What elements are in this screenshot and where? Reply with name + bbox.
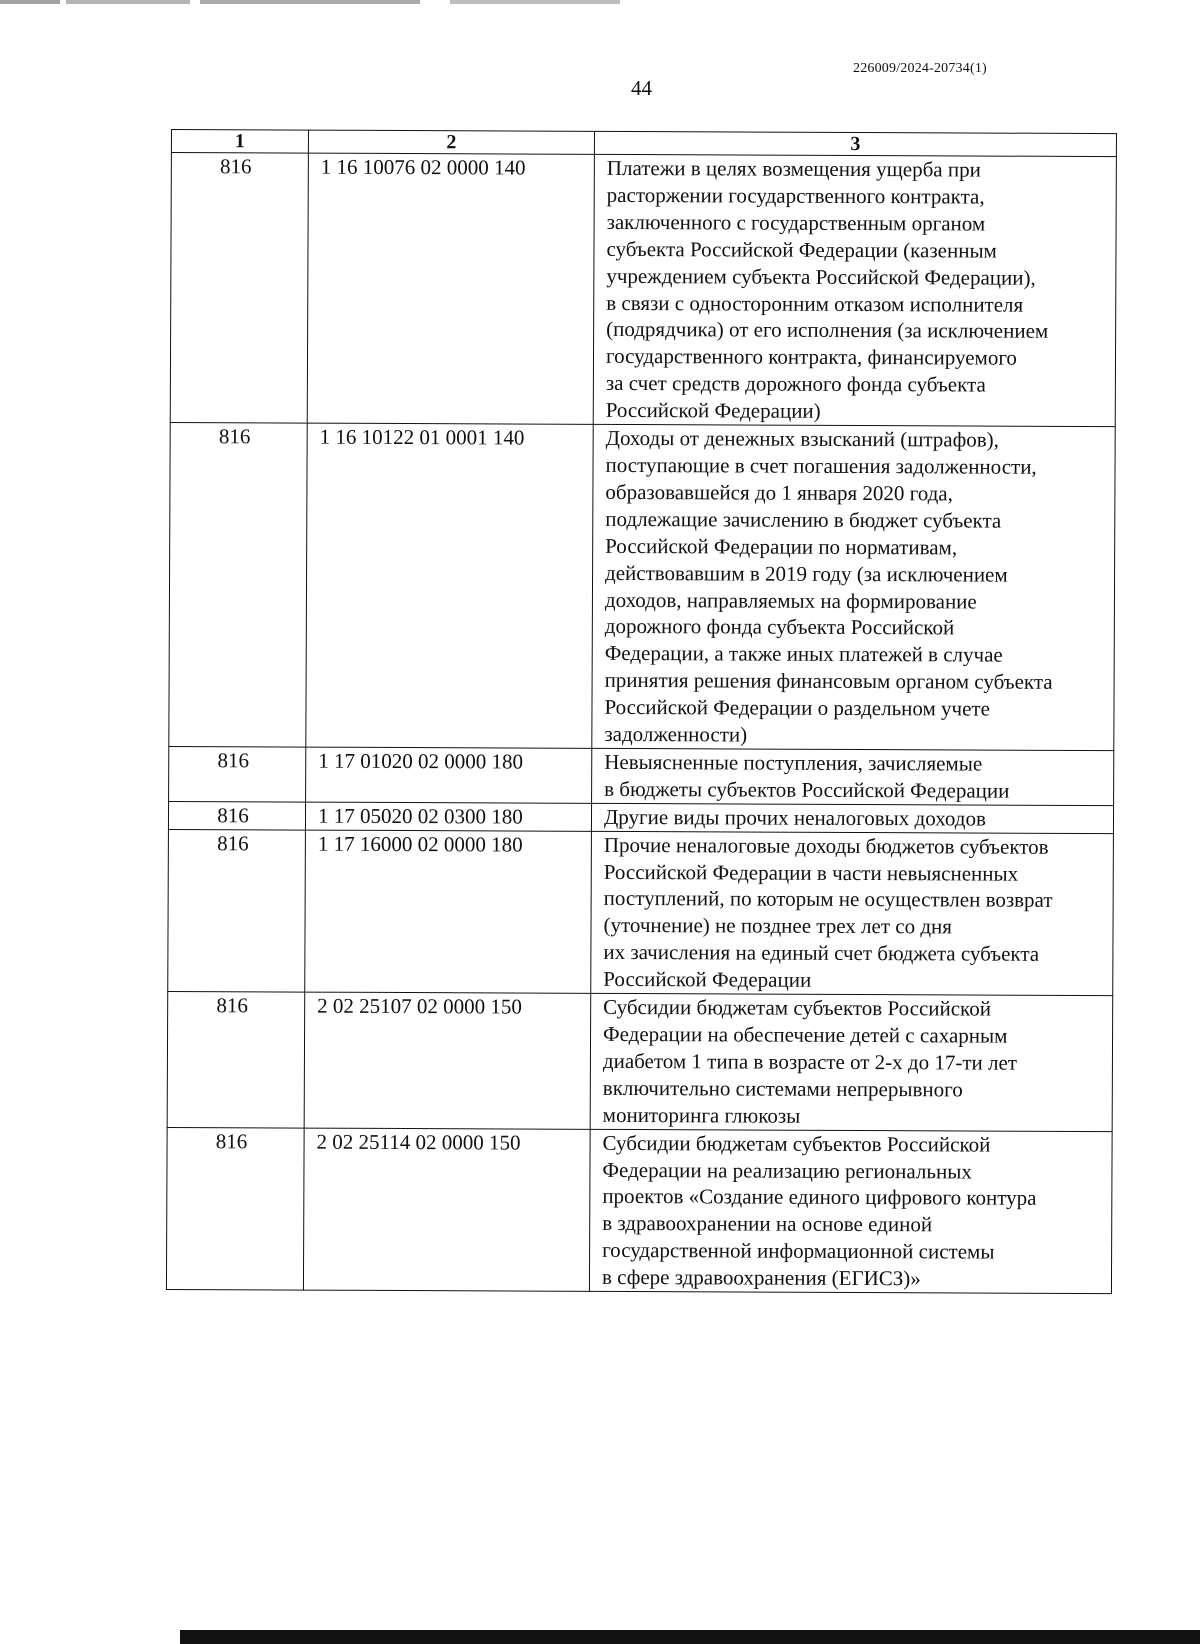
budget-classification-code-cell: 1 17 05020 02 0300 180 (305, 802, 591, 831)
description-line: действовавшим в 2019 году (за исключением (605, 560, 1008, 587)
description-line: в связи с односторонним отказом исполнителя (606, 290, 1024, 317)
description-line: поступающие в счет погашения задолженности, (605, 452, 1037, 479)
budget-classification-code-cell: 1 17 01020 02 0000 180 (306, 747, 592, 803)
document-id: 226009/2024-20734(1) (853, 61, 987, 76)
table-row (169, 746, 1114, 805)
revenue-description-cell (589, 1129, 1112, 1294)
description-line: государственной информационной системы (602, 1238, 995, 1264)
budget-classification-code-cell: 1 16 10122 01 0001 140 (306, 423, 593, 748)
description-line: расторжении государственного контракта, (606, 182, 985, 209)
description-line: в бюджеты субъектов Российской Федерации (604, 776, 1010, 803)
description-line: в здравоохранении на основе единой (602, 1211, 933, 1237)
description-line: (подрядчика) от его исполнения (за исключением (606, 317, 1049, 344)
revenue-description-cell (590, 993, 1113, 1131)
admin-code-cell: 816 (169, 423, 307, 747)
description-line: проектов «Создание единого цифрового контура (602, 1184, 1037, 1211)
description-line: включительно системами непрерывного (602, 1075, 963, 1102)
admin-code-cell: 816 (166, 1127, 304, 1290)
description-line: поступлений, по которым не осуществлен возврат (603, 886, 1053, 913)
column-header-2: 2 (308, 130, 594, 154)
description-line: подлежащие зачислению в бюджет субъекта (605, 506, 1002, 533)
description-line: Российской Федерации) (605, 398, 821, 423)
description-line: Российской Федерации по нормативам, (605, 533, 958, 560)
budget-classification-code-cell: 2 02 25107 02 0000 150 (304, 992, 591, 1129)
table-row (170, 153, 1116, 427)
column-header-3: 3 (594, 131, 1116, 156)
budget-codes-table (166, 129, 1117, 1294)
description-line: Другие виды прочих неналоговых доходов (603, 804, 986, 831)
description-line: государственного контракта, финансируемого (605, 344, 1017, 371)
description-line: Субсидии бюджетам субъектов Российской (602, 1130, 991, 1157)
description-line: Федерации на реализацию региональных (602, 1157, 972, 1184)
admin-code-cell: 816 (169, 746, 306, 801)
description-line: доходов, направляемых на формирование (604, 587, 977, 614)
description-line: Российской Федерации в части невыясненных (603, 859, 1019, 886)
column-header-1: 1 (171, 130, 308, 154)
revenue-description-cell (592, 748, 1114, 805)
scan-edge-bottom (180, 1630, 1200, 1644)
description-line: Российской Федерации (603, 967, 812, 992)
description-line: (уточнение) не позднее трех лет со дня (603, 913, 952, 939)
admin-code-cell: 816 (168, 829, 306, 992)
description-line: в сфере здравоохранения (ЕГИСЗ)» (601, 1265, 921, 1291)
table-row (167, 992, 1113, 1132)
description-line: Субсидии бюджетам субъектов Российской (603, 994, 992, 1021)
table-row (168, 829, 1114, 996)
description-line: образовавшейся до 1 января 2020 года, (605, 479, 953, 506)
revenue-description-cell (591, 831, 1114, 996)
revenue-description-cell (593, 154, 1116, 426)
description-line: Платежи в целях возмещения ущерба при (606, 155, 981, 182)
table-row (168, 801, 1113, 833)
description-line: их зачисления на единый счет бюджета субъекта (603, 940, 1040, 967)
admin-code-cell: 816 (170, 153, 308, 424)
description-line: Доходы от денежных взысканий (штрафов), (605, 425, 999, 452)
description-line: учреждением субъекта Российской Федерации), (606, 263, 1036, 290)
budget-classification-code-cell: 1 17 16000 02 0000 180 (305, 830, 592, 994)
table-row (166, 1127, 1112, 1294)
table-body (166, 153, 1116, 1294)
table-row (169, 423, 1115, 751)
revenue-description-cell (592, 424, 1115, 750)
admin-code-cell: 816 (168, 801, 305, 830)
revenue-description-cell (591, 803, 1113, 833)
admin-code-cell: 816 (167, 992, 305, 1128)
description-line: Федерации на обеспечение детей с сахарным (603, 1021, 1008, 1048)
description-line: Невыясненные поступления, зачисляемые (604, 749, 983, 776)
budget-classification-code-cell: 2 02 25114 02 0000 150 (303, 1128, 590, 1292)
description-line: задолженности) (604, 721, 748, 747)
budget-classification-code-cell: 1 16 10076 02 0000 140 (307, 153, 594, 424)
description-line: диабетом 1 типа в возрасте от 2-х до 17-ти лет (602, 1048, 1018, 1075)
scan-edge-top (0, 0, 620, 4)
description-line: Федерации, а также иных платежей в случае (604, 641, 1003, 667)
description-line: субъекта Российской Федерации (казенным (606, 236, 997, 263)
description-line: заключенного с государственным органом (606, 209, 986, 236)
page-number: 44 (631, 76, 652, 100)
description-line: Прочие неналоговые доходы бюджетов субъектов (603, 832, 1049, 859)
description-line: принятия решения финансовым органом субъекта (604, 668, 1053, 695)
description-line: дорожного фонда субъекта Российской (604, 614, 955, 640)
description-line: Российской Федерации о раздельном учете (604, 695, 991, 721)
description-line: за счет средств дорожного фонда субъекта (605, 371, 986, 397)
description-line: мониторинга глюкозы (602, 1102, 801, 1128)
